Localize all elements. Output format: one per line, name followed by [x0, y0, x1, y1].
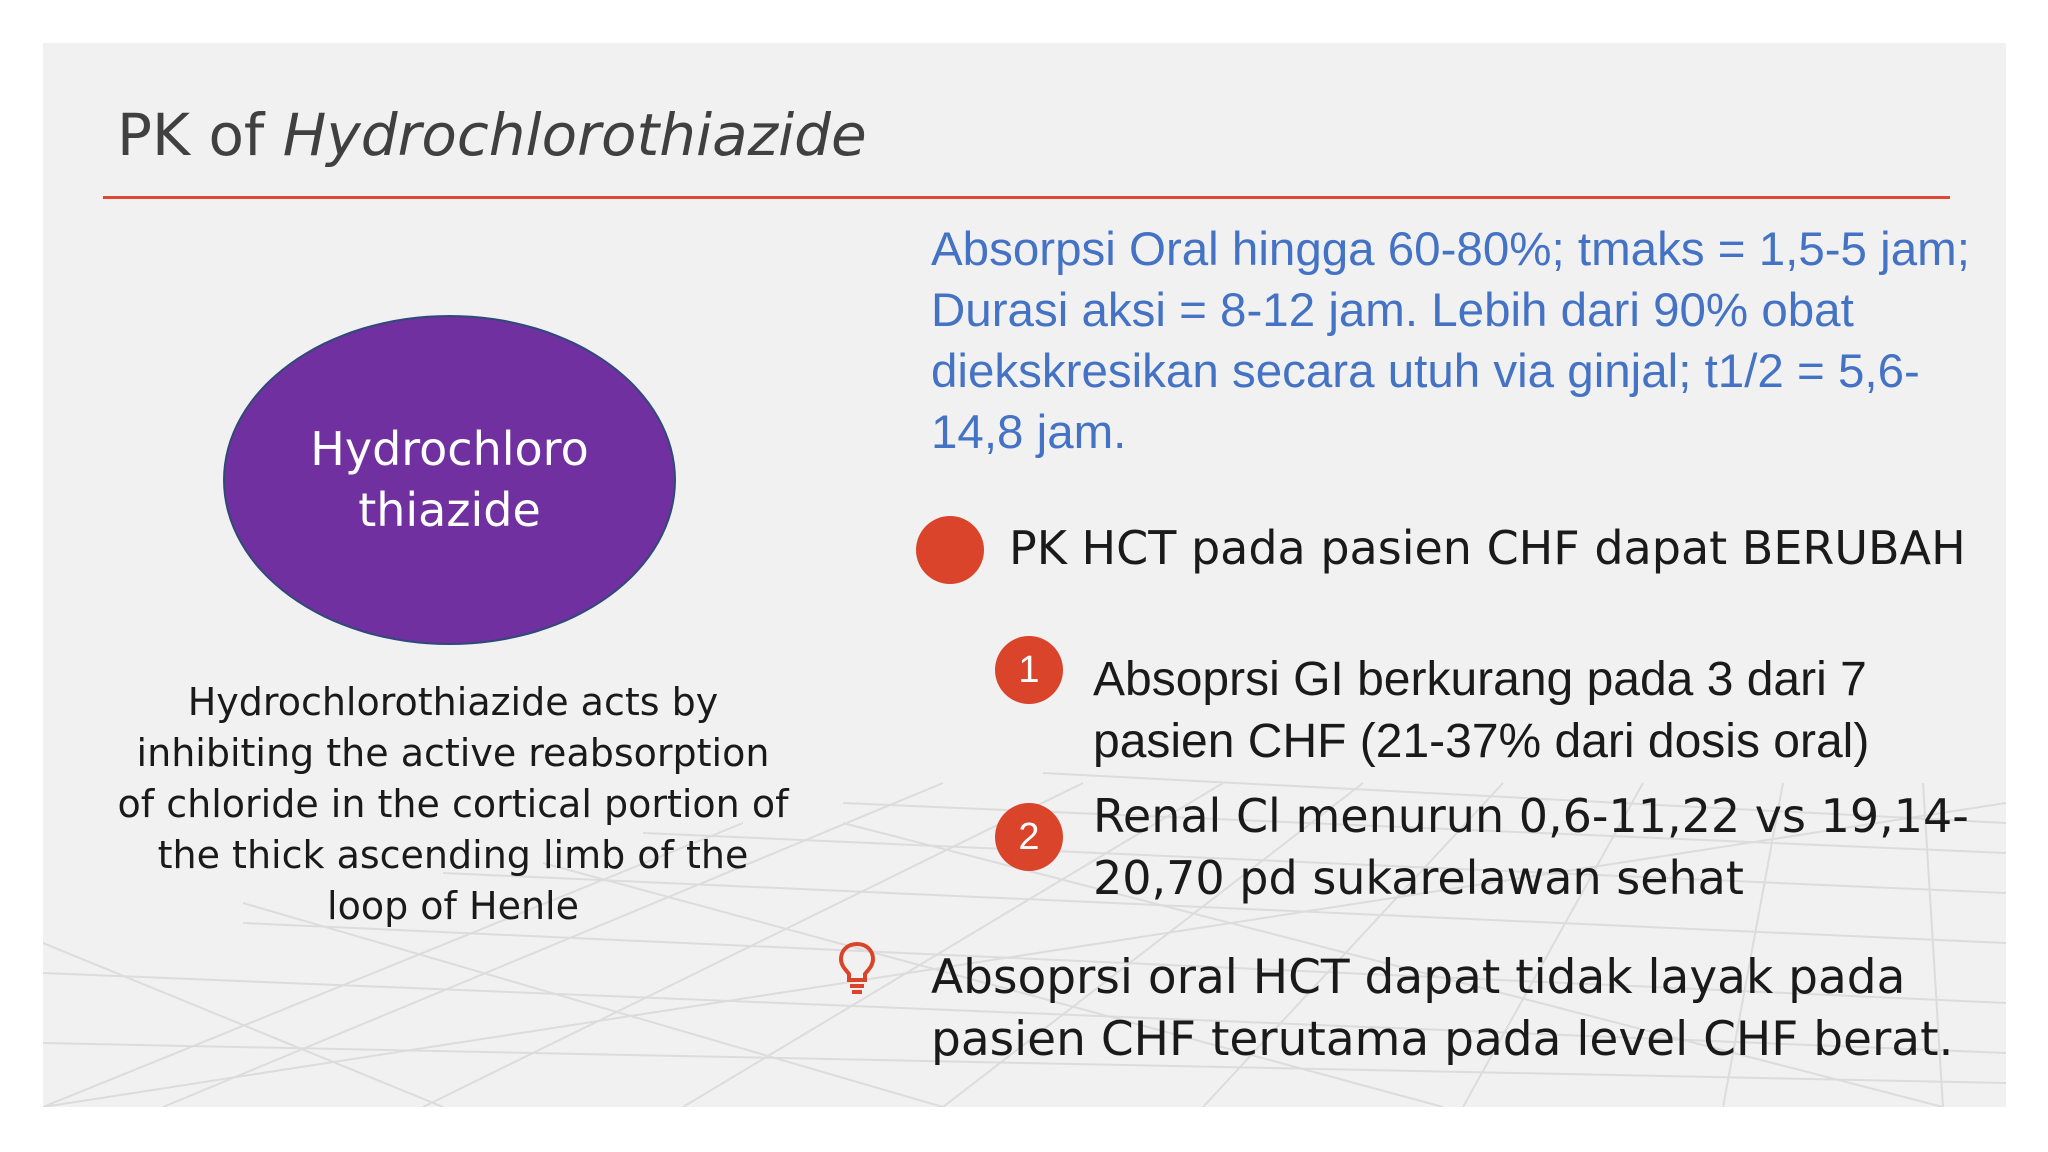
title-drug-name: Hydrochlorothiazide: [282, 101, 867, 169]
main-point-text: PK HCT pada pasien CHF dapat BERUBAH: [1009, 521, 1966, 575]
ellipse-label: Hydrochloro thiazide: [310, 422, 589, 537]
sub-point-2: Renal Cl menurun 0,6-11,22 vs 19,14-20,70 pd sukarelawan sehat: [1093, 789, 1969, 905]
absorption-summary: Absorpsi Oral hingga 60-80%; tmaks = 1,5-5 jam; Durasi aksi = 8-12 jam. Lebih dari 90% obat diekskresikan secara utuh via ginjal; t1/2 = 5,6-14,8 jam.: [931, 223, 1970, 459]
conclusion-text: Absoprsi oral HCT dapat tidak layak pada pasien CHF terutama pada level CHF berat.: [931, 950, 1954, 1067]
number-badge-2: 2: [995, 803, 1063, 871]
mechanism-description: Hydrochlorothiazide acts by inhibiting the active reabsorption of chloride in the cortical portion of the thick ascending limb of the loop of Henle: [117, 680, 789, 928]
title-prefix: PK of: [117, 101, 283, 169]
drug-name-ellipse: [223, 315, 676, 645]
sub-point-1: Absoprsi GI berkurang pada 3 dari 7 pasien CHF (21-37% dari dosis oral): [1093, 653, 1870, 768]
lightbulb-icon: [836, 940, 878, 996]
slide: [43, 43, 2006, 1107]
filled-circle-icon: [916, 516, 984, 584]
number-badge-1: 1: [995, 636, 1063, 704]
slide-title: [117, 101, 867, 169]
title-underline: [103, 196, 1950, 199]
